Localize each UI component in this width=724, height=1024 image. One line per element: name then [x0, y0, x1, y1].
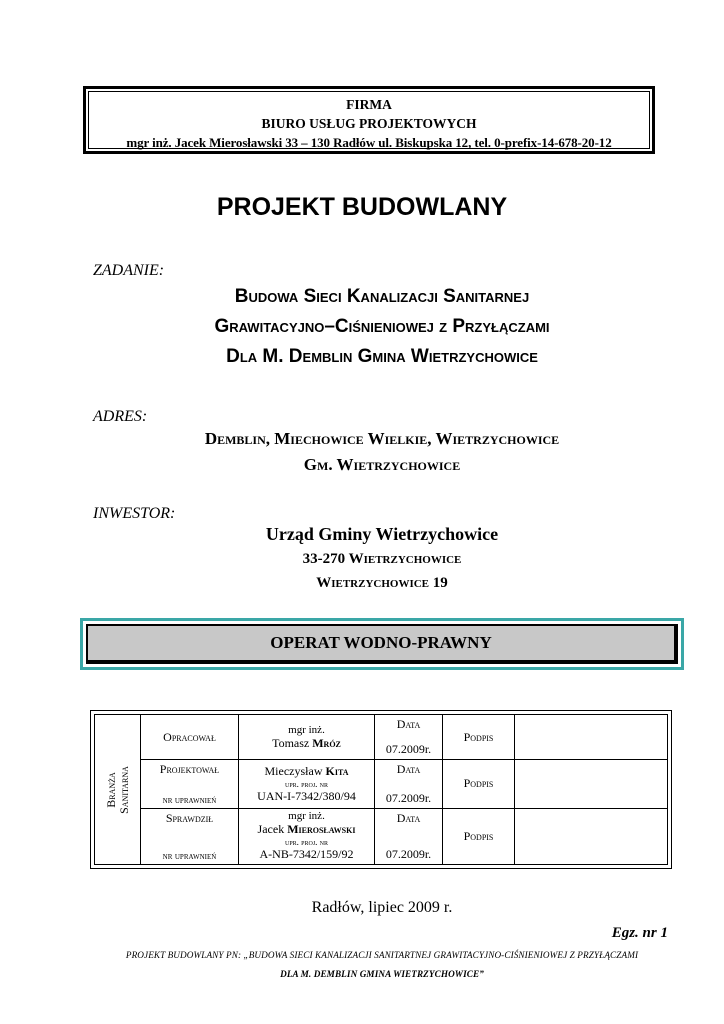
firm-name: BIURO USŁUG PROJEKTOWYCH	[261, 116, 477, 131]
sign-label-cell	[443, 715, 515, 760]
person-first-name: Jacek	[257, 822, 285, 837]
branch-label-2: Sanitarna	[116, 765, 131, 814]
sign-label-cell	[443, 760, 515, 808]
permission-number: UAN-I-7342/380/94	[257, 788, 356, 803]
address-line-1: Demblin, Miechowice Wielkie, Wietrzychowice	[204, 429, 560, 448]
permission-label: upr. proj. nr	[284, 778, 328, 789]
branch-label-1: Branża	[103, 771, 118, 808]
sign-label: Podpis	[463, 729, 494, 744]
person-name	[239, 822, 374, 837]
footer-line-2: DLA M. DEMBLIN GMINA WIETRZYCHOWICE”	[280, 969, 484, 979]
person-cell	[239, 715, 375, 760]
signature-table	[94, 714, 668, 865]
firm-header-box	[83, 86, 655, 154]
signature-cell	[515, 715, 668, 760]
task-label: ZADANIE:	[93, 262, 165, 279]
role-label: Projektował	[159, 762, 220, 777]
task-line-3: Dla M. Demblin Gmina Wietrzychowice	[226, 346, 538, 367]
signature-table-frame	[90, 710, 672, 869]
task-line-2: Grawitacyjno–Ciśnieniowej z Przyłączami	[214, 316, 550, 337]
date-value: 07.2009r.	[385, 790, 432, 805]
page-footer	[60, 946, 704, 984]
person-first-name: Tomasz	[272, 735, 310, 750]
address-label: ADRES:	[93, 408, 148, 425]
task-line-1: Budowa Sieci Kanalizacji Sanitarnej	[234, 286, 530, 307]
person-name	[239, 736, 374, 751]
person-cell	[239, 760, 375, 808]
role-cell	[141, 808, 239, 864]
date-cell	[375, 760, 443, 808]
investor-label: INWESTOR:	[93, 505, 176, 522]
person-title: mgr inż.	[288, 810, 325, 823]
address-line-2: Gm. Wietrzychowice	[303, 455, 461, 474]
document-title: PROJEKT BUDOWLANY	[216, 193, 508, 221]
role-sublabel: nr uprawnień	[162, 851, 217, 862]
date-value: 07.2009r.	[385, 847, 432, 861]
copy-number: Egz. nr 1	[611, 925, 668, 941]
firm-address: mgr inż. Jacek Mierosławski 33 – 130 Radłów ul. Biskupska 12, tel. 0-prefix-14-678-20-12	[126, 135, 612, 150]
date-label: Data	[396, 810, 421, 825]
investor-postal: 33-270 Wietrzychowice	[302, 551, 462, 567]
person-last-name: Mróz	[312, 735, 341, 750]
role-label: Sprawdził	[165, 810, 214, 825]
place-and-date: Radłów, lipiec 2009 r.	[311, 899, 453, 916]
role-label: Opracował	[163, 729, 216, 744]
table-row	[95, 808, 668, 864]
firm-header-inner	[88, 91, 650, 149]
person-cell	[239, 808, 375, 864]
sign-label: Podpis	[463, 828, 494, 843]
person-title: mgr inż.	[288, 723, 325, 736]
role-cell	[141, 715, 239, 760]
signature-cell	[515, 808, 668, 864]
table-row	[95, 715, 668, 760]
date-label: Data	[396, 762, 421, 777]
person-last-name: Kita	[325, 763, 349, 778]
date-value: 07.2009r.	[385, 742, 432, 757]
person-name	[239, 764, 374, 779]
investor-street: Wietrzychowice 19	[316, 575, 448, 591]
footer-line-1: PROJEKT BUDOWLANY PN: „BUDOWA SIECI KANALIZACJI SANITARTNEJ GRAWITACYJNO-CIŚNIENIOWEJ Z PRZYŁĄCZAMI	[125, 950, 639, 960]
date-cell	[375, 715, 443, 760]
permission-label: upr. proj. nr	[284, 837, 328, 848]
role-cell	[141, 760, 239, 808]
date-cell	[375, 808, 443, 864]
role-sublabel: nr uprawnień	[162, 794, 217, 806]
sign-label: Podpis	[463, 776, 494, 791]
operat-banner	[80, 618, 684, 670]
person-last-name: Mierosławski	[287, 822, 356, 837]
signature-cell	[515, 760, 668, 808]
firm-label: FIRMA	[346, 97, 392, 112]
permission-number: A-NB-7342/159/92	[259, 847, 354, 862]
sign-label-cell	[443, 808, 515, 864]
table-row	[95, 760, 668, 808]
branch-cell	[95, 715, 141, 865]
operat-banner-text: OPERAT WODNO-PRAWNY	[86, 624, 678, 664]
person-first-name: Mieczysław	[264, 763, 323, 778]
investor-name: Urząd Gminy Wietrzychowice	[265, 524, 499, 544]
date-label: Data	[396, 717, 421, 731]
